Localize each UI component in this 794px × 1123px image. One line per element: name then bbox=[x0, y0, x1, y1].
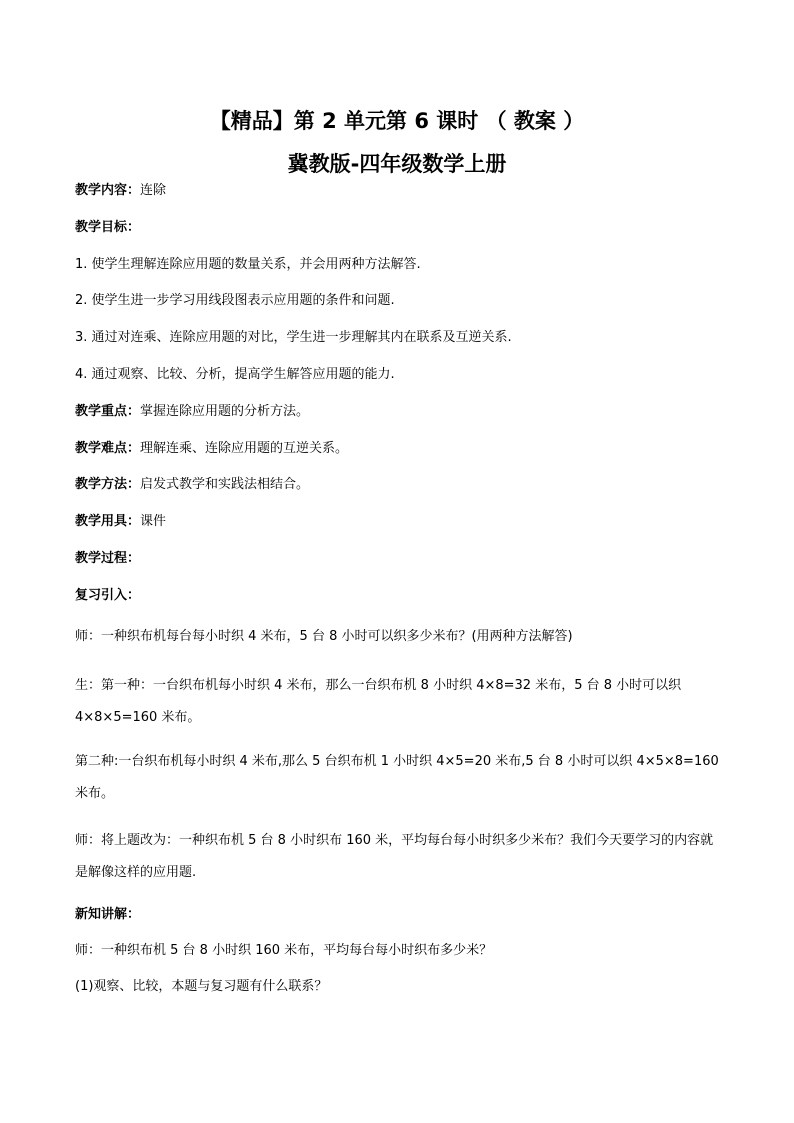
tools-label: 教学用具： bbox=[75, 514, 141, 529]
document-title: 【精品】第 2 单元第 6 课时 （ 教案 ） bbox=[209, 109, 585, 133]
review-answer-1: 生：第一种：一台织布机每小时织 4 米布，那么一台织布机 8 小时织 4×8=32 米布，5 台 8 小时可以织 4×8×5=160 米布。 bbox=[75, 678, 682, 725]
method-line bbox=[75, 476, 725, 494]
tools-line bbox=[75, 513, 725, 531]
new-question: 师：一种织布机 5 台 8 小时织 160 米布，平均每台每小时织布多少米？ bbox=[75, 943, 493, 958]
goal-item-3: 3. 通过对连乘、连除应用题的对比，学生进一步理解其内在联系及互逆关系. bbox=[75, 330, 512, 345]
document-subtitle: 冀教版-四年级数学上册 bbox=[287, 152, 507, 176]
review-answer-2: 第二种:一台织布机每小时织 4 米布,那么 5 台织布机 1 小时织 4×5=20 米布,5 台 8 小时可以织 4×5×8=160 米布。 bbox=[75, 754, 719, 801]
key-label: 教学重点： bbox=[75, 404, 141, 419]
review-question: 师：一种织布机每台每小时织 4 米布，5 台 8 小时可以织多少米布？(用两种方法解答) bbox=[75, 629, 573, 644]
review-change: 师：将上题改为：一种织布机 5 台 8 小时织布 160 米，平均每台每小时织多少米布？我们今天要学习的内容就是解像这样的应用题. bbox=[75, 833, 714, 880]
key-line bbox=[75, 403, 725, 421]
review-heading bbox=[75, 587, 725, 605]
content-label: 教学内容： bbox=[75, 183, 141, 198]
process-label: 教学过程： bbox=[75, 551, 141, 566]
content-line bbox=[75, 182, 725, 200]
goals-heading bbox=[75, 219, 725, 237]
new-sub-question-1: (1)观察、比较，本题与复习题有什么联系？ bbox=[75, 979, 328, 994]
method-label: 教学方法： bbox=[75, 477, 141, 492]
goals-label: 教学目标： bbox=[75, 220, 141, 235]
new-heading bbox=[75, 906, 725, 924]
content-value: 连除 bbox=[140, 183, 167, 198]
difficulty-label: 教学难点： bbox=[75, 441, 141, 456]
goal-item-2: 2. 使学生进一步学习用线段图表示应用题的条件和问题. bbox=[75, 293, 395, 308]
key-value: 掌握连除应用题的分析方法。 bbox=[140, 404, 310, 419]
difficulty-value: 理解连乘、连除应用题的互逆关系。 bbox=[140, 441, 349, 456]
method-value: 启发式教学和实践法相结合。 bbox=[140, 477, 310, 492]
tools-value: 课件 bbox=[140, 514, 167, 529]
goal-item-4: 4. 通过观察、比较、分析，提高学生解答应用题的能力. bbox=[75, 367, 395, 382]
difficulty-line bbox=[75, 440, 725, 458]
review-label: 复习引入： bbox=[75, 588, 141, 603]
process-heading bbox=[75, 550, 725, 568]
goal-item-1: 1. 使学生理解连除应用题的数量关系，并会用两种方法解答. bbox=[75, 257, 421, 272]
new-label: 新知讲解： bbox=[75, 907, 141, 922]
